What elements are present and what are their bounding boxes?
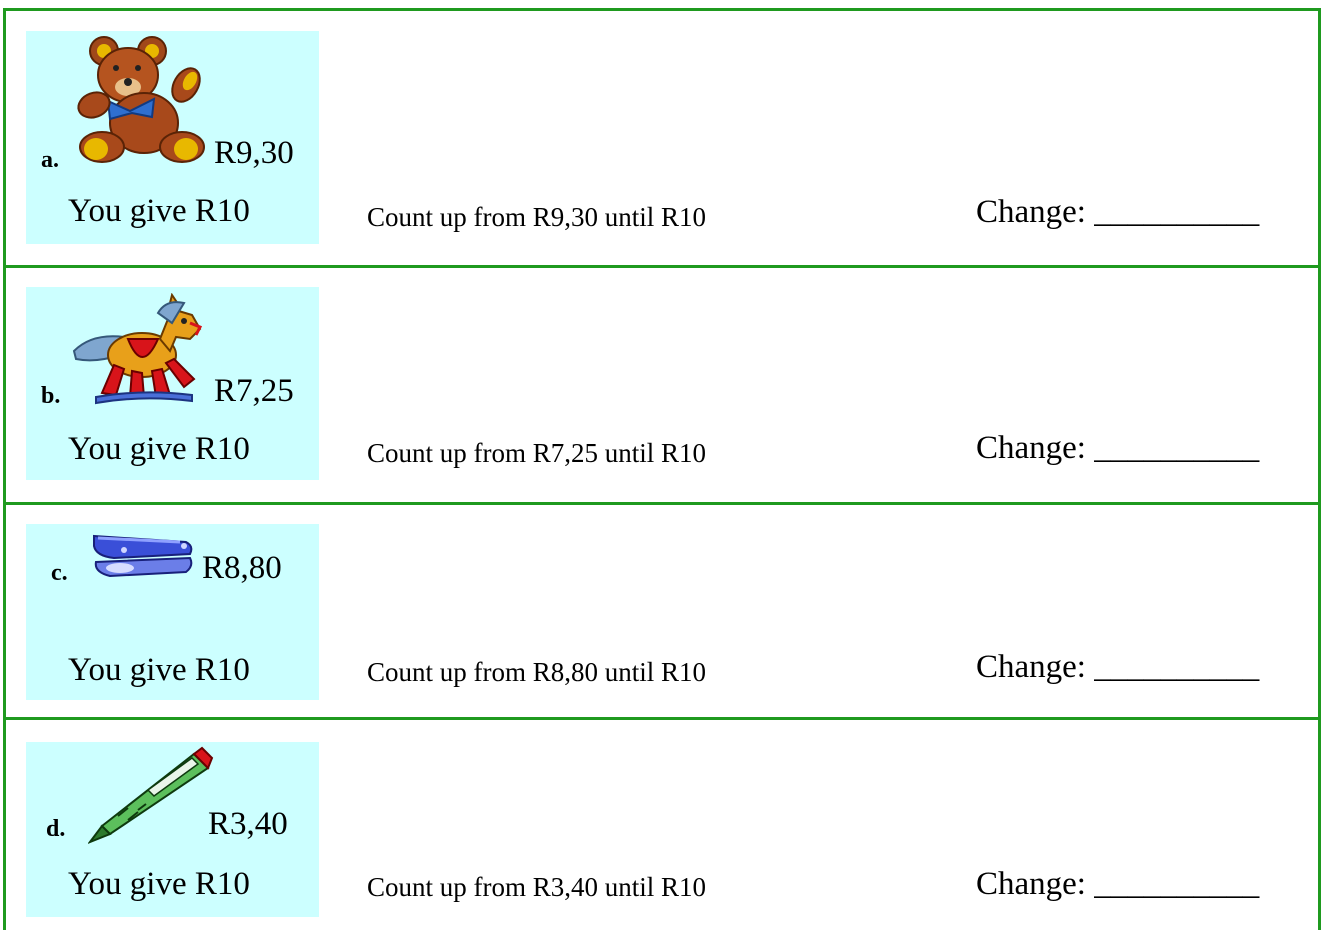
count-up-instruction: Count up from R3,40 until R10 <box>367 872 707 902</box>
count-up-instruction: Count up from R8,80 until R10 <box>367 657 707 687</box>
item-card <box>26 31 319 244</box>
teddy-bear-icon <box>74 35 210 167</box>
item-letter: a. <box>41 147 59 173</box>
item-row-b <box>6 268 1318 502</box>
item-card <box>26 524 319 700</box>
item-letter: d. <box>46 816 66 842</box>
item-letter: c. <box>51 560 68 586</box>
item-row-d <box>6 720 1318 930</box>
item-price: R7,25 <box>214 373 294 409</box>
item-row-a <box>6 10 1318 265</box>
toy-horse-icon <box>72 293 204 405</box>
given-amount: You give R10 <box>68 652 250 688</box>
given-amount: You give R10 <box>68 431 250 467</box>
count-up-instruction: Count up from R9,30 until R10 <box>367 202 707 232</box>
change-answer-field[interactable]: Change: __________ <box>976 866 1260 902</box>
change-answer-field[interactable]: Change: __________ <box>976 194 1260 230</box>
change-answer-field[interactable]: Change: __________ <box>976 430 1260 466</box>
count-up-instruction: Count up from R7,25 until R10 <box>367 438 707 468</box>
change-answer-field[interactable]: Change: __________ <box>976 649 1260 685</box>
item-letter: b. <box>41 383 61 409</box>
item-card <box>26 287 319 480</box>
item-price: R8,80 <box>202 550 282 586</box>
stapler-icon <box>90 528 196 582</box>
item-card <box>26 742 319 917</box>
pen-icon <box>88 746 214 846</box>
item-price: R9,30 <box>214 135 294 171</box>
given-amount: You give R10 <box>68 193 250 229</box>
given-amount: You give R10 <box>68 866 250 902</box>
item-price: R3,40 <box>208 806 288 842</box>
item-row-c <box>6 505 1318 717</box>
